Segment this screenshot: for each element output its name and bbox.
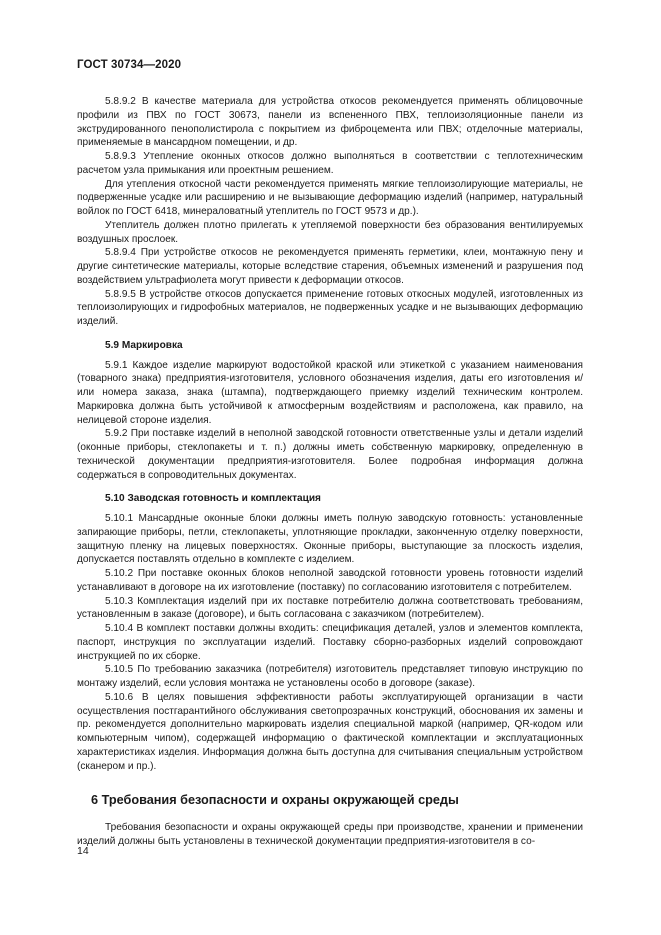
paragraph-6: Требования безопасности и охраны окружающей среды при производстве, хранении и применении изделий должны быть установлены в технической документации предприятия-изготовителя в со-	[77, 822, 583, 847]
paragraph-5-9-1: 5.9.1 Каждое изделие маркируют водостойкой краской или этикеткой с указанием наименования (товарного знака) предприятия-изготовителя, условного обозначения изделия, даты его изготовления и/или номера заказа, знака (штампа), подтверждающего приемку изделий техническим контролем. Маркировка должна быть устойчивой к атмосферным воздействиям и расположена, как правило, на нелицевой стороне изделия.	[77, 359, 583, 426]
paragraph-5-10-2: 5.10.2 При поставке оконных блоков неполной заводской готовности уровень готовности изделий устанавливают в договоре на их изготовление (поставку) по согласованию изготовителя с потребителем.	[77, 568, 583, 593]
document-header-title: ГОСТ 30734—2020	[77, 59, 182, 71]
section-heading-5-10: 5.10 Заводская готовность и комплектация	[105, 493, 321, 505]
page-number: 14	[77, 845, 89, 857]
paragraph-5-8-9-2: 5.8.9.2 В качестве материала для устройства откосов рекомендуется применять облицовочные профили из ПВХ по ГОСТ 30673, панели из вспененного ПВХ, теплоизоляционные панели из экструдированного пенополистирола с покрытием из фиброцемента или ПВХ; отделочные материалы, применяемые в мансардном помещении, и др.	[77, 96, 583, 149]
section-heading-5-9: 5.9 Маркировка	[105, 339, 183, 351]
paragraph-5-8-9-5: 5.8.9.5 В устройстве откосов допускается применение готовых откосных модулей, изготовленных из теплоизолирующих и гидрофобных материалов, не подверженных усадке и не вызывающих деформацию изделий.	[77, 288, 583, 327]
paragraph-insulation-materials: Для утепления откосной части рекомендуется применять мягкие теплоизолирующие материалы, не подверженные усадке или расширению и не вызывающие деформацию изделий (например, натуральный войлок по ГОСТ 6418, минераловатный утеплитель по ГОСТ 9573 и др.).	[77, 178, 583, 217]
paragraph-5-9-2: 5.9.2 При поставке изделий в неполной заводской готовности ответственные узлы и детали изделий (оконные приборы, стеклопакеты и т. п.) должны иметь собственную маркировку, определенную в технической документации предприятия-изготовителя. Более подробная информация должна содержаться в сопроводительных документах.	[77, 428, 583, 481]
paragraph-5-8-9-3: 5.8.9.3 Утепление оконных откосов должно выполняться в соответствии с теплотехническим расчетом узла примыкания или проектным решением.	[77, 151, 583, 176]
paragraph-insulation-fit: Утеплитель должен плотно прилегать к утепляемой поверхности без образования вентилируемых воздушных прослоек.	[77, 219, 583, 245]
paragraph-5-10-3: 5.10.3 Комплектация изделий при их поставке потребителю должна соответствовать требованиям, установленным в заказе (договоре), и быть согласована с заказчиком (потребителем).	[77, 595, 583, 621]
document-body	[77, 95, 583, 849]
paragraph-5-10-1: 5.10.1 Мансардные оконные блоки должны иметь полную заводскую готовность: установленные запирающие приборы, петли, стеклопакеты, уплотняющие прокладки, законченную отделку поверхности, защитную пленку на лицевых поверхностях. Оконные приборы, выступающие за плоскость изделия, допускается поставлять отдельно в комплекте с изделием.	[77, 513, 583, 566]
paragraph-5-8-9-4: 5.8.9.4 При устройстве откосов не рекомендуется применять герметики, клеи, монтажную пену и другие синтетические материалы, которые вследствие старения, объемных изменений и разрушения под воздействием ультрафиолета могут привести к деформации откосов.	[77, 247, 583, 286]
paragraph-5-10-6: 5.10.6 В целях повышения эффективности работы эксплуатирующей организации в части осуществления постгарантийного обслуживания светопрозрачных конструкций, обоснования их замены и пр. рекомендуется дополнительно маркировать изделия специальной маркой (например, QR-кодом или компьютерным чипом), содержащей информацию о фактической комплектации и эксплуатационных характеристиках изделия. Информация должна быть доступна для считывания специальным устройством (сканером и пр.).	[77, 691, 583, 772]
paragraph-5-10-4: 5.10.4 В комплект поставки должны входить: спецификация деталей, узлов и элементов комплекта, паспорт, инструкция по эксплуатации изделий. Поставку сборно-разборных изделий сопровождают инструкцией по их сборке.	[77, 623, 583, 662]
chapter-heading-6: 6 Требования безопасности и охраны окружающей среды	[91, 793, 459, 808]
paragraph-5-10-5: 5.10.5 По требованию заказчика (потребителя) изготовитель представляет типовую инструкцию по монтажу изделий, если условия монтажа не установлены особо в договоре (заказе).	[77, 664, 583, 689]
